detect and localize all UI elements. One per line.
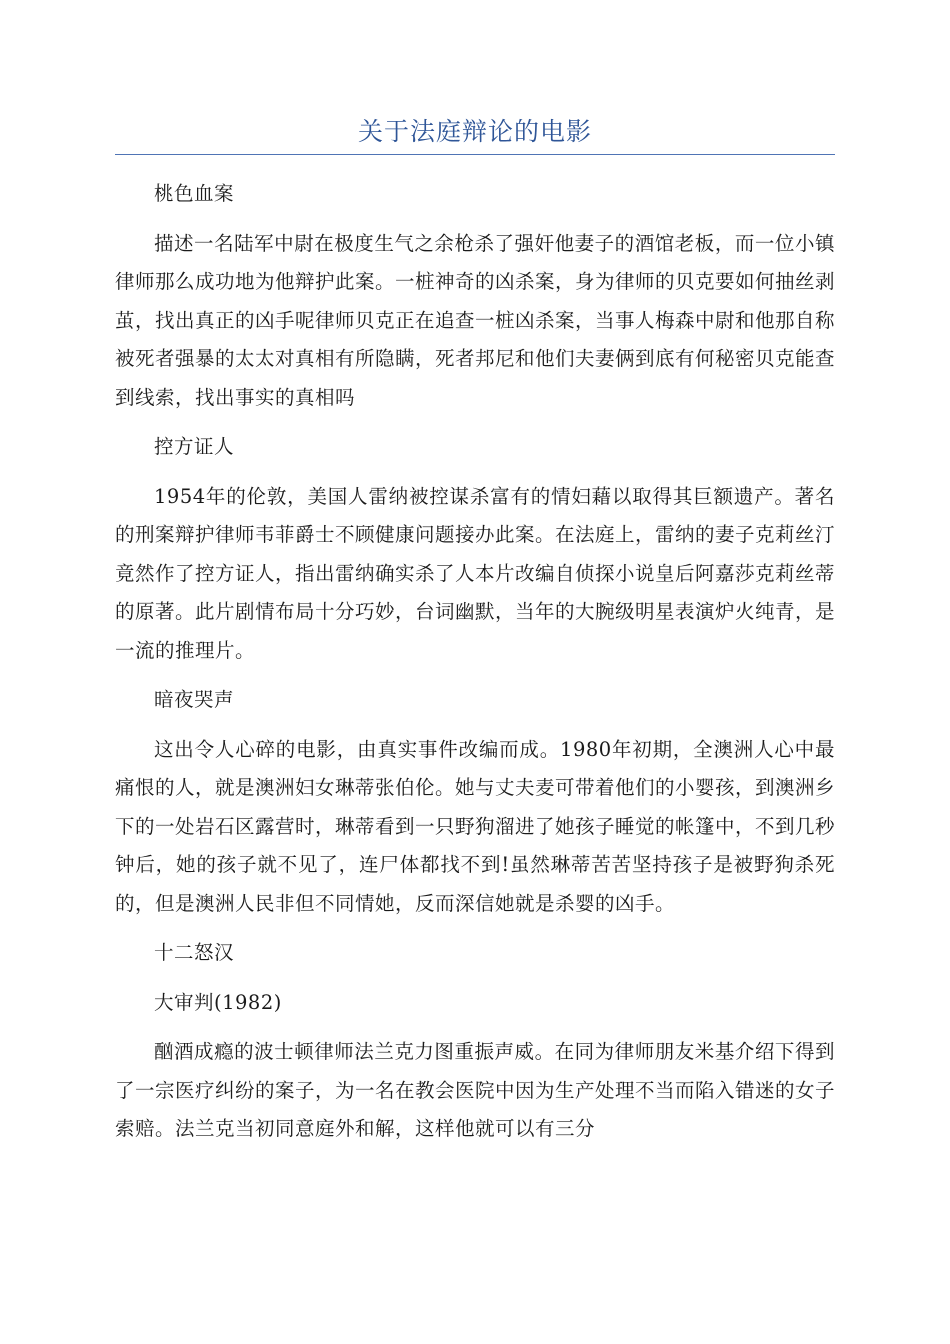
document-body bbox=[115, 175, 835, 1160]
document-title: 关于法庭辩论的电影 bbox=[357, 117, 592, 146]
section-heading: 大审判(1982) bbox=[154, 990, 282, 1014]
section-heading: 暗夜哭声 bbox=[154, 688, 235, 711]
body-paragraph: 这出令人心碎的电影，由真实事件改编而成。1980年初期，全澳洲人心中最痛恨的人，就是澳洲妇女琳蒂张伯伦。她与丈夫麦可带着他们的小婴孩，到澳洲乡下的一处岩石区露营时，琳蒂看到一只野狗溜进了她孩子睡觉的帐篷中，不到几秒钟后，她的孩子就不见了，连尸体都找不到!虽然琳蒂苦苦坚持孩子是被野狗杀死的，但是澳洲人民非但不同情她，反而深信她就是杀婴的凶手。 bbox=[115, 737, 836, 915]
body-paragraph: 酗酒成瘾的波士顿律师法兰克力图重振声威。在同为律师朋友米基介绍下得到了一宗医疗纠纷的案子，为一名在教会医院中因为生产处理不当而陷入错迷的女子索赔。法兰克当初同意庭外和解，这样他就可以有三分 bbox=[115, 1040, 836, 1140]
body-paragraph: 描述一名陆军中尉在极度生气之余枪杀了强奸他妻子的酒馆老板，而一位小镇律师那么成功地为他辩护此案。一桩神奇的凶杀案，身为律师的贝克要如何抽丝剥茧，找出真正的凶手呢律师贝克正在追查一桩凶杀案，当事人梅森中尉和他那自称被死者强暴的太太对真相有所隐瞒，死者邦尼和他们夫妻俩到底有何秘密贝克能查到线索，找出事实的真相吗 bbox=[115, 231, 836, 409]
section-heading: 十二怒汉 bbox=[154, 941, 235, 964]
title-underline bbox=[115, 154, 835, 155]
section-heading: 桃色血案 bbox=[154, 182, 235, 205]
body-paragraph: 1954年的伦敦，美国人雷纳被控谋杀富有的情妇藉以取得其巨额遗产。著名的刑案辩护律师韦菲爵士不顾健康问题接办此案。在法庭上，雷纳的妻子克莉丝汀竟然作了控方证人，指出雷纳确实杀了人本片改编自侦探小说皇后阿嘉莎克莉丝蒂的原著。此片剧情布局十分巧妙，台词幽默，当年的大腕级明星表演炉火纯青，是一流的推理片。 bbox=[115, 484, 836, 662]
section-heading: 控方证人 bbox=[154, 435, 235, 458]
